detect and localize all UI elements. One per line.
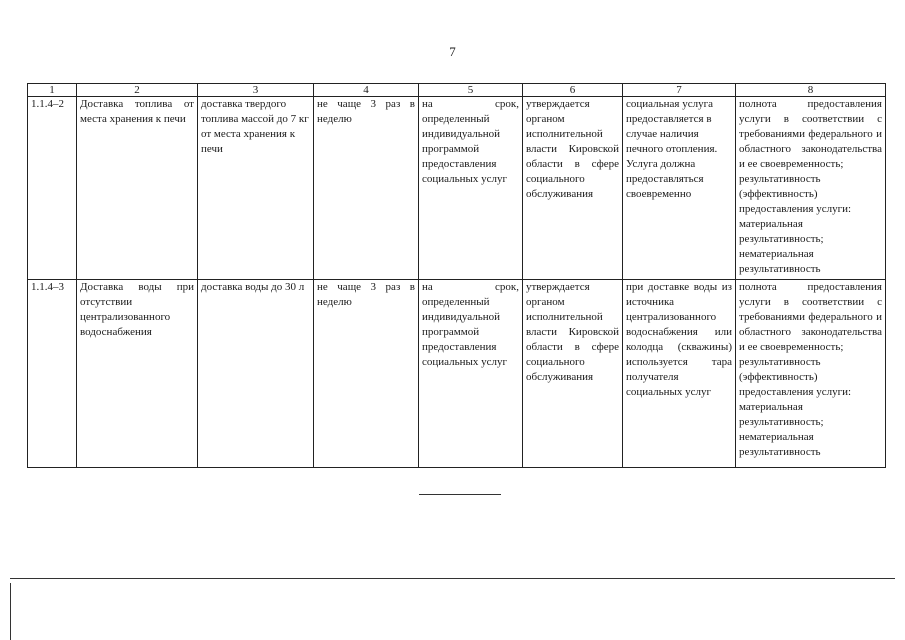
column-header-1: 1	[28, 84, 77, 97]
table-row	[28, 280, 886, 468]
table-row	[28, 97, 886, 280]
services-table	[27, 83, 886, 468]
header-row	[28, 84, 886, 97]
service-frequency: не чаще 3 раз в неделю	[314, 97, 419, 280]
margin-line	[10, 583, 11, 640]
service-name: Доставка топлива от места хранения к печи	[77, 97, 198, 280]
quality-completeness: полнота предоставления услуги в соответствии с требованиями федерального и областного законодательства и ее своевременность;	[739, 281, 882, 353]
service-quality	[736, 97, 886, 280]
quality-effectiveness: результативность (эффективность) предоставления услуги:	[739, 356, 852, 398]
row-number: 1.1.4–3	[28, 280, 77, 468]
service-term: на срок, определенный индивидуальной программой предоставления социальных услуг	[419, 280, 523, 468]
column-header-8: 8	[736, 84, 886, 97]
service-cost: утверждается органом исполнительной власти Кировской области в сфере социального обслуживания	[523, 280, 623, 468]
page-number: 7	[449, 44, 456, 59]
quality-completeness: полнота предоставления услуги в соответствии с требованиями федерального и областного законодательства и ее своевременность;	[739, 98, 882, 170]
column-header-7: 7	[623, 84, 736, 97]
service-name: Доставка воды при отсутствии централизованного водоснабжения	[77, 280, 198, 468]
service-volume: доставка твердого топлива массой до 7 кг от места хранения к печи	[198, 97, 314, 280]
quality-nonmaterial: нематериальная результативность	[739, 248, 821, 275]
service-conditions: социальная услуга предоставляется в случае наличия печного отопления. Услуга должна предоставляться своевременно	[623, 97, 736, 280]
service-volume: доставка воды до 30 л	[198, 280, 314, 468]
column-header-4: 4	[314, 84, 419, 97]
column-header-6: 6	[523, 84, 623, 97]
quality-material: материальная результативность;	[739, 218, 824, 245]
footer-divider	[10, 578, 895, 579]
service-term: на срок, определенный индивидуальной программой предоставления социальных услуг	[419, 97, 523, 280]
service-cost: утверждается органом исполнительной власти Кировской области в сфере социального обслуживания	[523, 97, 623, 280]
row-number: 1.1.4–2	[28, 97, 77, 280]
quality-material: материальная результативность;	[739, 401, 824, 428]
end-of-text-divider	[419, 494, 501, 495]
quality-effectiveness: результативность (эффективность) предоставления услуги:	[739, 173, 852, 215]
service-quality	[736, 280, 886, 468]
column-header-2: 2	[77, 84, 198, 97]
column-header-3: 3	[198, 84, 314, 97]
column-header-5: 5	[419, 84, 523, 97]
quality-nonmaterial: нематериальная результативность	[739, 431, 821, 458]
service-conditions: при доставке воды из источника централизованного водоснабжения или колодца (скважины) используется тара получателя социальных услуг	[623, 280, 736, 468]
service-frequency: не чаще 3 раз в неделю	[314, 280, 419, 468]
